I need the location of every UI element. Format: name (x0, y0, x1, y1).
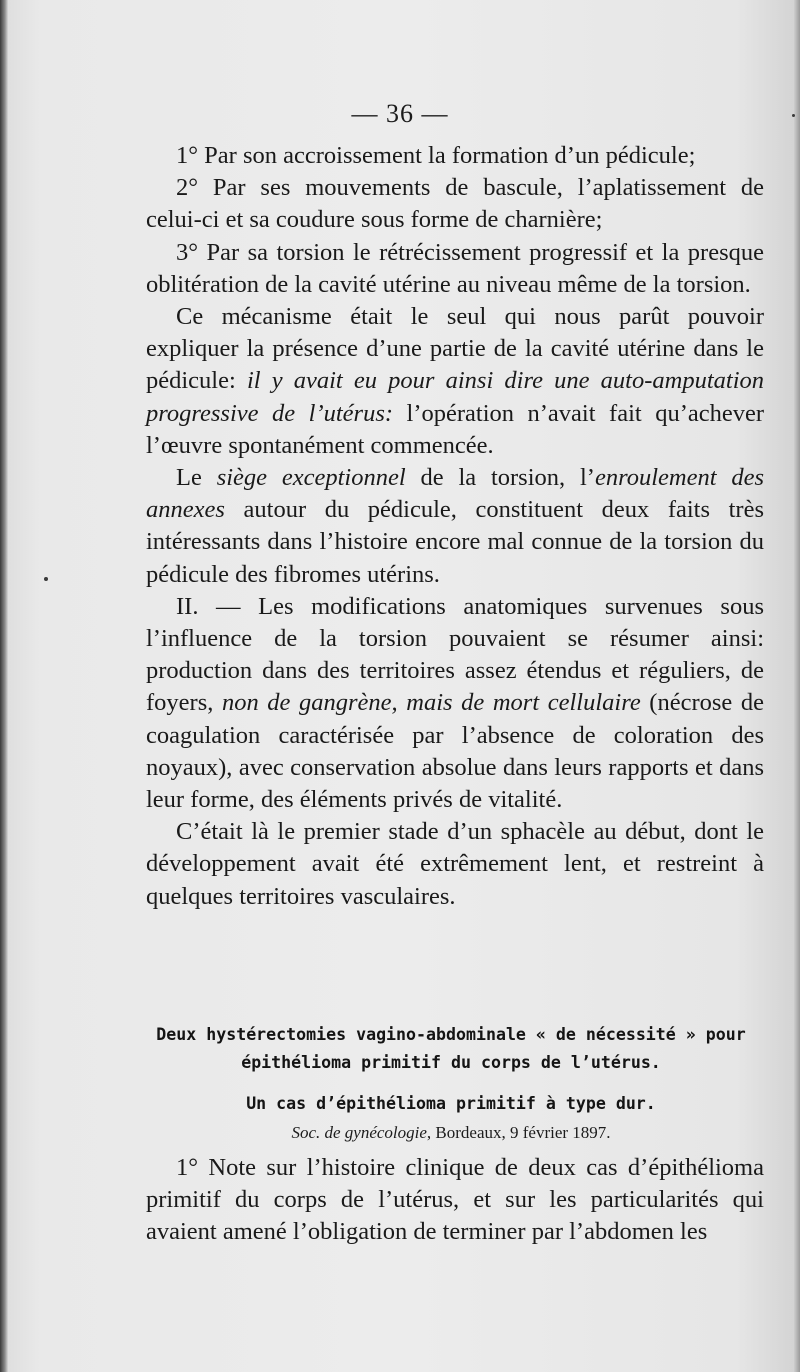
text-run: , Bordeaux, 9 février 1897. (426, 1123, 611, 1142)
paragraph (146, 301, 764, 462)
page-edge-shadow (794, 0, 800, 1372)
italic-run: Soc. de gynécologie (291, 1123, 427, 1142)
page-number: — 36 — (351, 99, 449, 128)
section-subheading: Un cas d’épithélioma primitif à type dur. (246, 1094, 656, 1113)
text-run: Ce mécanisme était le seul qui nous parût pouvoir expliquer la présence d’une partie de la cavité utérine dans le pédicule: (146, 303, 764, 395)
text-run: de la torsion, l’ (405, 464, 595, 492)
italic-run: enroulement des annexes (146, 464, 765, 524)
italic-run: il y avait eu pour ainsi dire une auto-amputation progressive de l’utérus: (146, 367, 764, 427)
paragraph (146, 462, 764, 591)
text-run: II. — Les modifications anatomiques survenues sous l’influence de la torsion pouvaient se résumer ainsi: production dans des territoires assez étendus et réguliers, de foyers, (146, 592, 764, 717)
print-speck (792, 114, 795, 117)
body-text-bottom (146, 1152, 764, 1249)
text-run: C’était là le premier stade d’un sphacèle au début, dont le développement avait été extrêmement lent, et restreint à quelques territoires vasculaires. (146, 818, 764, 910)
text-run: autour du pédicule, constituent deux faits très intéressants dans l’histoire encore mal connue de la torsion du pédicule des fibromes utérins. (146, 496, 764, 588)
italic-run: siège exceptionnel (216, 464, 406, 492)
italic-run: non de gangrène, mais de mort cellulaire (221, 689, 641, 717)
paragraph (146, 1152, 764, 1249)
page-binding-shadow (0, 0, 8, 1372)
text-run: l’opération n’avait fait qu’achever l’œuvre spontanément commencée. (146, 399, 765, 459)
print-speck (44, 577, 48, 581)
paragraph (146, 591, 764, 816)
text-run: (nécrose de coagulation caractérisée par l’absence de coloration des noyaux), avec conservation absolue dans leurs rapports et dans leur forme, des éléments privés de vitalité. (146, 689, 765, 814)
source-citation (140, 1120, 762, 1146)
text-run: 1° Note sur l’histoire clinique de deux cas d’épithélioma primitif du corps de l’utérus, et sur les particularités qui avaient amené l’obligation de terminer par l’abdomen les (146, 1154, 764, 1246)
body-text-top (146, 140, 764, 913)
paragraph (146, 140, 764, 172)
text-run: 2° Par ses mouvements de bascule, l’aplatissement de celui-ci et sa coudure sous forme de charnière; (146, 174, 764, 234)
text-run: 1° Par son accroissement la formation d’un pédicule; (176, 142, 696, 169)
paragraph (146, 816, 764, 913)
text-run: 3° Par sa torsion le rétrécissement progressif et la presque oblitération de la cavité utérine au niveau même de la torsion. (146, 238, 764, 298)
paragraph (146, 237, 764, 301)
text-run: Le (176, 464, 217, 492)
section-heading: Deux hystérectomies vagino-abdominale « de nécessité » pour épithélioma primitif du corps de l’utérus. (156, 1025, 746, 1072)
paragraph (146, 172, 764, 236)
